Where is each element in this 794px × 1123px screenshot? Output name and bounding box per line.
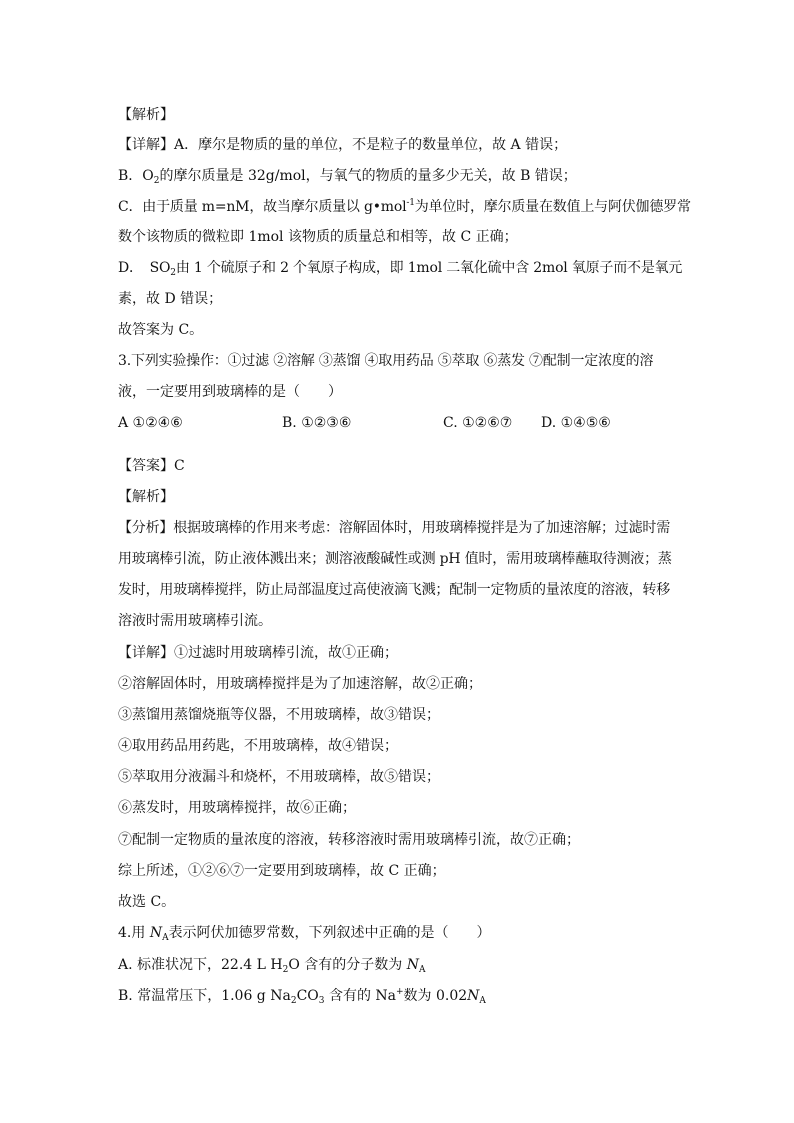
text-fragment: 的摩尔质量是 32g/mol，与氧气的物质的量多少无关，故 B 错误； xyxy=(159,168,577,184)
option-a: A ①②④⑥ xyxy=(118,415,183,431)
subscript: A xyxy=(418,965,426,975)
subscript: 2 xyxy=(153,176,160,186)
section-heading-analysis-2: 【解析】 xyxy=(118,489,174,505)
analysis-line-4: 溶液时需用玻璃棒引流。 xyxy=(118,613,272,629)
avogadro-symbol: N xyxy=(406,957,419,973)
text-fragment: D． SO xyxy=(118,260,171,276)
text-fragment: A. 标准状况下，22.4 L H xyxy=(118,957,283,973)
question-4-option-b xyxy=(118,986,688,1006)
answer-heading: 【答案】C xyxy=(118,458,185,474)
text-fragment: C．由于质量 m=nM，故当摩尔质量以 g•mol xyxy=(118,199,407,215)
text-fragment: B．O xyxy=(118,168,154,184)
subscript: 2 xyxy=(290,996,297,1006)
detail-line-a: 【详解】A．摩尔是物质的量的单位，不是粒子的数量单位，故 A 错误； xyxy=(118,137,568,153)
text-fragment: 4.用 xyxy=(118,925,150,941)
detail-item-5: ⑤萃取用分液漏斗和烧杯，不用玻璃棒，故⑤错误； xyxy=(118,769,440,785)
question-3-stem: 3.下列实验操作：①过滤 ②溶解 ③蒸馏 ④取用药品 ⑤萃取 ⑥蒸发 ⑦配制一定浓度的溶 xyxy=(118,353,654,369)
detail-line-c-cont: 数个该物质的微粒即 1mol 该物质的质量总和相等，故 C 正确； xyxy=(118,229,518,245)
subscript: 3 xyxy=(318,996,325,1006)
detail-item-2: ②溶解固体时，用玻璃棒搅拌是为了加速溶解，故②正确； xyxy=(118,676,482,692)
option-b: B. ①②③⑥ xyxy=(282,415,352,431)
detail-line-d-cont: 素，故 D 错误； xyxy=(118,291,223,307)
subscript: A xyxy=(162,933,169,943)
option-d: D. ①④⑤⑥ xyxy=(541,415,611,431)
answer-conclusion: 故答案为 C。 xyxy=(118,322,204,338)
subscript: 2 xyxy=(282,965,289,975)
detail-line-d xyxy=(118,258,688,278)
superscript: -1 xyxy=(406,198,415,208)
analysis-line-1: 【分析】根据玻璃棒的作用来考虑：溶解固体时，用玻璃棒搅拌是为了加速溶解；过滤时需 xyxy=(118,520,670,536)
question-3-stem-cont: 液，一定要用到玻璃棒的是（ ） xyxy=(118,384,342,400)
summary-line: 综上所述，①②⑥⑦一定要用到玻璃棒，故 C 正确； xyxy=(118,863,446,879)
question-4-stem xyxy=(118,923,688,943)
avogadro-symbol: N xyxy=(149,925,163,941)
section-heading-analysis: 【解析】 xyxy=(118,107,174,123)
question-4-option-a xyxy=(118,955,688,975)
detail-item-6: ⑥蒸发时，用玻璃棒搅拌，故⑥正确； xyxy=(118,800,356,816)
text-fragment: CO xyxy=(296,988,319,1004)
subscript: A xyxy=(479,996,486,1006)
final-choice: 故选 C。 xyxy=(118,894,176,910)
detail-item-1: 【详解】①过滤时用玻璃棒引流，故①正确； xyxy=(118,645,398,661)
avogadro-symbol: N xyxy=(467,988,480,1004)
text-fragment: 为单位时，摩尔质量在数值上与阿伏伽德罗常 xyxy=(414,199,691,215)
text-fragment: O 含有的分子数为 xyxy=(288,957,407,973)
text-fragment: B. 常温常压下，1.06 g Na xyxy=(118,988,291,1004)
detail-item-7: ⑦配制一定物质的量浓度的溶液，转移溶液时需用玻璃棒引流，故⑦正确； xyxy=(118,832,580,848)
detail-item-3: ③蒸馏用蒸馏烧瓶等仪器，不用玻璃棒，故③错误； xyxy=(118,707,440,723)
subscript: 2 xyxy=(170,268,176,278)
analysis-line-3: 发时，用玻璃棒搅拌，防止局部温度过高使液滴飞溅；配制一定物质的量浓度的溶液，转移 xyxy=(118,582,670,598)
superscript: + xyxy=(396,987,404,997)
text-fragment: 含有的 Na xyxy=(324,988,396,1004)
text-fragment: 数为 0.02 xyxy=(403,988,468,1004)
option-c: C. ①②⑥⑦ xyxy=(443,415,513,431)
detail-line-b xyxy=(118,166,688,186)
text-fragment: 由 1 个硫原子和 2 个氧原子构成，即 1mol 二氧化硫中含 2mol 氧原子而不是氧元 xyxy=(175,260,683,276)
detail-line-c xyxy=(118,197,691,217)
detail-item-4: ④取用药品用药匙，不用玻璃棒，故④错误； xyxy=(118,738,398,754)
analysis-line-2: 用玻璃棒引流，防止液体溅出来；测溶液酸碱性或测 pH 值时，需用玻璃棒蘸取待测液；蒸 xyxy=(118,551,672,567)
text-fragment: 表示阿伏加德罗常数，下列叙述中正确的是（ ） xyxy=(168,925,491,941)
